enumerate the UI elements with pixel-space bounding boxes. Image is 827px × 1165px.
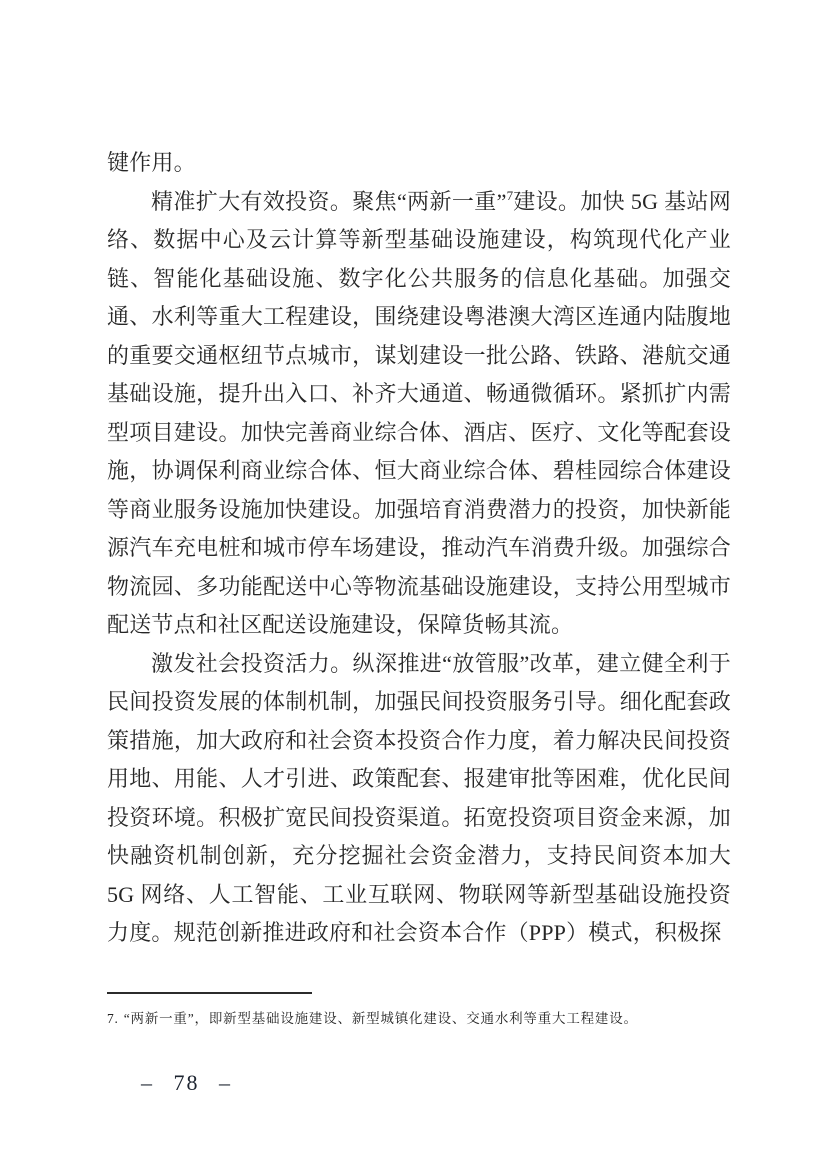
body-text-block <box>107 144 731 953</box>
page-number: – 78 – <box>141 1070 232 1095</box>
footnote-separator <box>107 992 312 994</box>
paragraph-social-investment: 激发社会投资活力。纵深推进“放管服”改革，建立健全利于民间投资发展的体制机制，加强民间投资服务引导。细化配套政策措施，加大政府和社会资本投资合作力度，着力解决民间投资用地、用能、人才引进、政策配套、报建审批等困难，优化民间投资环境。积极扩宽民间投资渠道。拓宽投资项目资金来源，加快融资机制创新，充分挖掘社会资金潜力，支持民间资本加大 5G 网络、人工智能、工业互联网、物联网等新型基础设施投资力度。规范创新推进政府和社会资本合作（PPP）模式，积极探 <box>107 650 731 945</box>
footnote-marker: 7. <box>107 1011 119 1026</box>
paragraph-continuation: 键作用。 <box>107 150 196 175</box>
paragraph-expand-investment <box>107 183 731 645</box>
paragraph-expand-investment-text-b: 建设。加快 5G 基站网络、数据中心及云计算等新型基础设施建设，构筑现代化产业链、智能化基础设施、数字化公共服务的信息化基础。加强交通、水利等重大工程建设，围绕建设粤港澳大湾区连通内陆腹地的重要交通枢纽节点城市，谋划建设一批公路、铁路、港航交通基础设施，提升出入口、补齐大通道、畅通微循环。紧抓扩内需型项目建设。加快完善商业综合体、酒店、医疗、文化等配套设施，协调保利商业综合体、恒大商业综合体、碧桂园综合体建设等商业服务设施加快建设。加强培育消费潜力的投资，加快新能源汽车充电桩和城市停车场建设，推动汽车消费升级。加强综合物流园、多功能配送中心等物流基础设施建设，支持公用型城市配送节点和社区配送设施建设，保障货畅其流。 <box>107 188 731 637</box>
footnote <box>107 1008 737 1030</box>
footnote-text: “两新一重”，即新型基础设施建设、新型城镇化建设、交通水利等重大工程建设。 <box>123 1011 638 1026</box>
paragraph-expand-investment-text-a: 精准扩大有效投资。聚焦“两新一重” <box>151 188 507 214</box>
footnote-ref-7: 7 <box>506 187 514 203</box>
